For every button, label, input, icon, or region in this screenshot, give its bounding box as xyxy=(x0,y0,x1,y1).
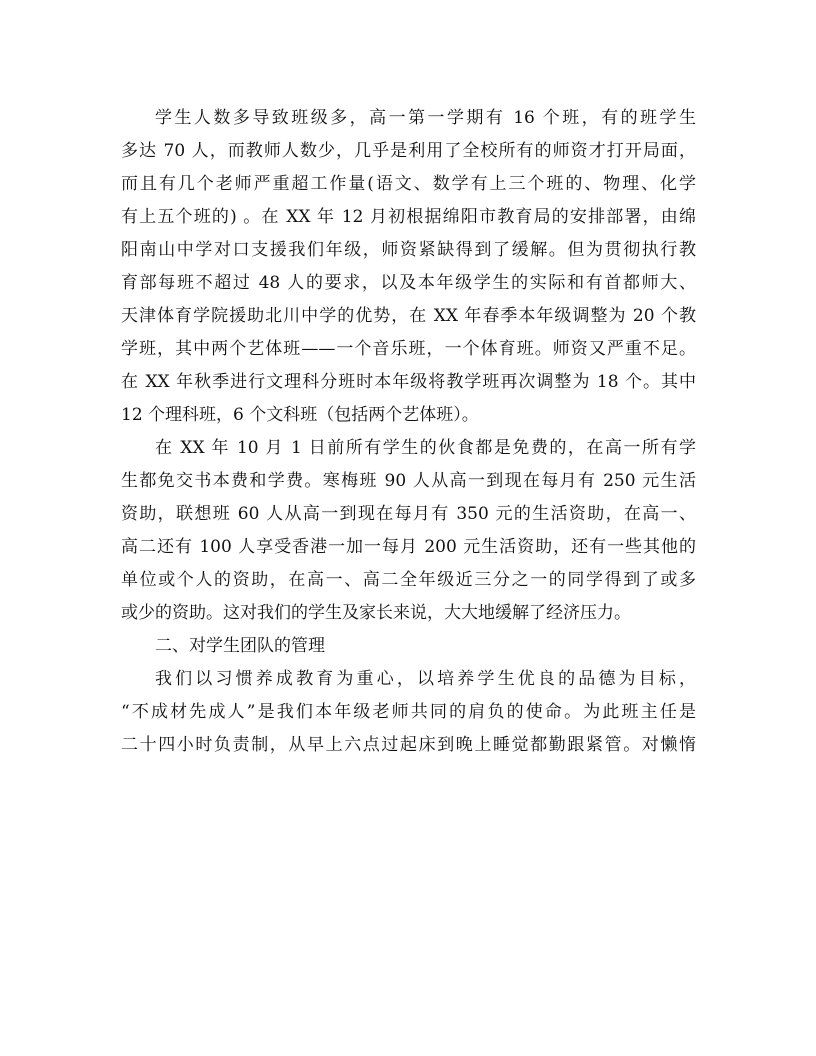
text-line: 阳南山中学对口支援我们年级，师资紧缺得到了缓解。但为贯彻执行教 xyxy=(121,240,696,260)
text-line: 或少的资助。这对我们的学生及家长来说，大大地缓解了经济压力。 xyxy=(121,603,631,623)
text-line: 学生人数多导致班级多，高一第一学期有 16 个班，有的班学生 xyxy=(155,108,696,128)
text-line: 生都免交书本费和学费。寒梅班 90 人从高一到现在每月有 250 元生活 xyxy=(121,471,696,491)
text-line: 12 个理科班，6 个文科班（包括两个艺体班）。 xyxy=(121,405,479,425)
text-line: 在 XX 年 10 月 1 日前所有学生的伙食都是免费的，在高一所有学 xyxy=(155,438,696,458)
text-line: 二十四小时负责制，从早上六点过起床到晚上睡觉都勤跟紧管。对懒惰 xyxy=(121,735,696,755)
text-line: 资助，联想班 60 人从高一到现在每月有 350 元的生活资助，在高一、 xyxy=(121,504,696,524)
text-line: 多达 70 人，而教师人数少，几乎是利用了全校所有的师资才打开局面， xyxy=(121,141,696,161)
text-line: 学班，其中两个艺体班——一个音乐班，一个体育班。师资又严重不足。 xyxy=(121,339,696,359)
text-line: 在 XX 年秋季进行文理科分班时本年级将教学班再次调整为 18 个。其中 xyxy=(121,372,696,392)
text-line: 育部每班不超过 48 人的要求，以及本年级学生的实际和有首都师大、 xyxy=(121,273,696,293)
text-line: 天津体育学院援助北川中学的优势，在 XX 年春季本年级调整为 20 个教 xyxy=(121,306,696,326)
text-line: 单位或个人的资助，在高一、高二全年级近三分之一的同学得到了或多 xyxy=(121,570,696,590)
text-line: 高二还有 100 人享受香港一加一每月 200 元生活资助，还有一些其他的 xyxy=(121,537,696,557)
text-line: “不成材先成人”是我们本年级老师共同的肩负的使命。为此班主任是 xyxy=(121,702,696,722)
text-line: 而且有几个老师严重超工作量(语文、数学有上三个班的、物理、化学 xyxy=(121,174,696,194)
text-line: 有上五个班的) 。在 XX 年 12 月初根据绵阳市教育局的安排部署，由绵 xyxy=(121,207,696,227)
section-heading: 二、对学生团队的管理 xyxy=(155,636,325,656)
body-text xyxy=(121,102,696,762)
text-line: 我们以习惯养成教育为重心，以培养学生优良的品德为目标， xyxy=(155,669,696,689)
